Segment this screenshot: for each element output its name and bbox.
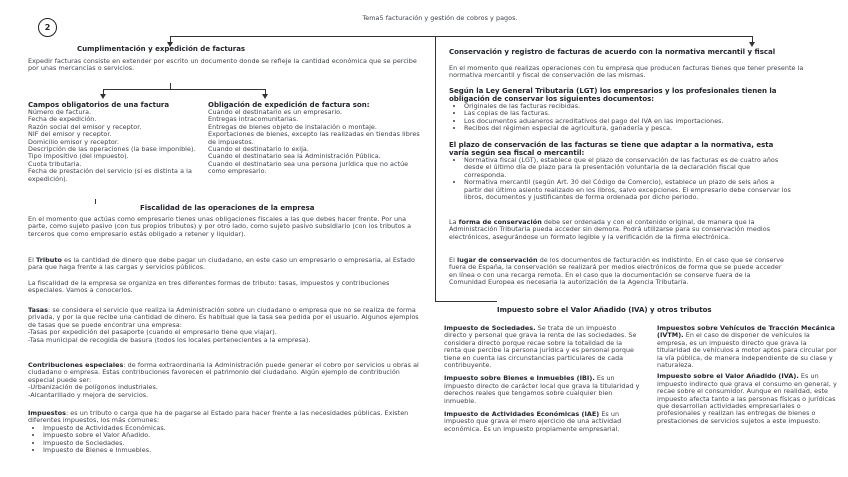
tax-text: Es un impuesto directo de carácter local que grava la titularidad y derechos reales que tengamos sobre cualquier bien inmueble. [444,374,640,405]
lgt-heading: Según la Ley General Tributaria (LGT) los empresarios y los profesionales tienen la obligación de conservar los siguientes documentos: [449,87,777,103]
tributo-pre: El [28,256,36,264]
list-item: Cuando el destinatario es un empresario. [208,108,343,116]
list-item: -Alcantarillado y mejora de servicios. [28,390,149,399]
obligacion-list [208,109,423,176]
list-item: • Normativa fiscal (LGT), establece que el plazo de conservación de las facturas es de cuatro años desde el último día de plazo para la presentación voluntaria de la declaración fiscal que corresponda. [464,157,794,179]
forma-term: forma de conservación [458,218,542,226]
list-item: -Urbanización de polígonos industriales. [28,383,158,392]
tax-term: Impuestos sobre Vehículos de Tracción Mecánica (IVTM). [657,324,835,340]
arrow-down-icon [262,94,268,99]
contrib-term: Contribuciones especiales [28,361,124,369]
connector-top [170,36,752,37]
tributo-paragraph [28,257,424,272]
connector-split-stem [170,83,171,89]
list-item: Exportaciones de bienes, excepto las realizadas en tiendas libres de impuestos. [208,130,420,146]
forma-text: debe ser ordenada y con el contenido original, de manera que la Administración Tributaria pueda acceder sin demora. Podrá utilizarse para su conservación medios electrónicos, asegurándose un formato legible y la verificación de la firma electrónica. [449,218,771,241]
forma-pre: La [449,218,459,226]
list-item: Cuando el destinatario sea la Administración Pública. [208,152,381,161]
impuestos-text: : es un tributo o carga que ha de pagarse al Estado para hacer frente a las necesidades públicas. Existen diferentes impuestos, los más comunes: [28,409,409,425]
list-item: • Los documentos aduaneros acreditativos del pago del IVA en las importaciones. [464,118,819,125]
tax-item [444,375,640,405]
list-item: -Tasa municipal de recogida de basura (todos los locales pertenecientes a la empresa). [28,335,311,344]
list-item: -Tasas por expedición del pasaporte (cuando el empresario tiene que viajar). [28,328,277,337]
fiscalidad-forms: La fiscalidad de la empresa se organiza en tres diferentes formas de tributo: tasas, impuestos y contribuciones especiales. Vamos a conocerlos. [28,279,390,295]
list-item: • Impuesto de Bienes e Inmuebles. [43,447,424,454]
cons-heading: Conservación y registro de facturas de acuerdo con la normativa mercantil y fiscal [449,48,776,56]
iva-col-2 [657,325,837,425]
campos-block [28,101,204,183]
forma-paragraph [449,219,789,241]
list-item: Cuota tributaria. [28,159,82,168]
list-item: • Impuesto de Actividades Económicas. [43,425,424,432]
tasas-term: Tasas [28,306,49,314]
list-item: Tipo impositivo (del impuesto). [28,152,129,161]
tributo-text: es la cantidad de dinero que debe pagar un ciudadano, en este caso un empresario o empresaria, al Estado para que haga frente a las cargas y servicios públicos. [28,256,415,272]
tasas-paragraph [28,307,424,344]
obligacion-block [208,101,423,176]
lgt-block [449,88,819,133]
list-item: Descripción de las operaciones (la base imponible). [28,145,196,154]
campos-list [28,109,204,183]
cons-intro: En el momento que realizas operaciones con tu empresa que producen facturas tienes que tener presente la normativa mercantil y fiscal de conservación de las mismas. [449,64,804,80]
impuestos-list [28,425,424,455]
arrow-down-icon [749,42,755,47]
tax-text: Es un impuesto indirecto que grava el consumo en general, y recae sobre el consumidor. Aunque en realidad, este impuesto afecta tanto a las personas físicas o jurídicas que desarrollan actividades empresariales o profesionales y realizan las entregas de bienes o prestaciones de servicios sujetos a este impuesto. [657,372,837,425]
list-item: • Las copias de las facturas. [464,110,819,117]
lugar-term: lugar de conservación [457,256,538,264]
list-item: • Recibos del régimen especial de agricultura, ganadería y pesca. [464,125,819,132]
lugar-pre: El [449,256,457,264]
plazo-heading: El plazo de conservación de las facturas se tiene que adaptar a la normativa, esta varía según sea fiscal o mercantil: [449,141,774,157]
contrib-paragraph [28,362,424,399]
page-badge: 2 [38,18,57,37]
connector-split [103,89,266,90]
page-title: Tema5 facturación y gestión de cobros y pagos. [362,14,518,22]
list-item: Fecha de expedición. [28,115,97,124]
fiscalidad-intro: En el momento que actúas como empresario tienes unas obligaciones fiscales a las que debes hacer frente. Por una parte, como sujeto pasivo (con tus propios tributos) y por otro lado, como sujeto pasivo subsidiario (con los tributos a terceros que como empresario estás obligado a retener y liquidar). [28,215,412,238]
list-item: • Normativa mercantil (según Art. 30 del Código de Comercio), establece un plazo de seis años a partir del último asiento realizado en los libros, salvo excepciones. El empresario debe conservar los libros, documentos y justificantes de forma ordenada por dicho periodo. [464,179,794,201]
list-item: Domicilio emisor y receptor. [28,137,120,146]
tax-term: Impuesto sobre el Valor Añadido (IVA). [657,372,799,381]
tax-term: Impuesto de Sociedades. [444,324,536,332]
tributo-term: Tributo [36,256,62,264]
impuestos-paragraph [28,410,424,454]
arrow-down-icon [100,94,106,99]
iva-col-1 [444,325,640,433]
list-item: Cuando el destinatario lo exija. [208,145,309,154]
tax-text: En el caso de disponer de vehículos la empresa, es un impuesto directo que grava la titularidad de vehículos a motor aptos para circular por la vía pública, de manera independiente de su clase y naturaleza. [657,331,837,370]
list-item: • Impuesto de Sociedades. [43,440,424,447]
tax-text: Se trata de un impuesto directo y personal que grava la renta de las sociedades. Se considera directo porque recae sobre la totalidad de la renta que percibe la persona jurídica y es personal porque tiene en cuenta las circunstancias particulares de cada contribuyente. [444,324,637,370]
plazo-list [449,157,794,201]
list-item: Número de factura. [28,108,92,116]
tasas-text: : se considera el servicio que realiza la Administración sobre un ciudadano o empresa que no se realiza de forma privada, y por la que recibe una cantidad de dinero. Es habitual que la tasa sea pedida por el usuario. Algunos ejemplos de tasas que se puede encontrar una empresa: [28,306,419,329]
contrib-text: : de forma extraordinaria la Administración puede generar el cobro por servicios u obras al ciudadano o empresa. Estas contribuciones favorecen el patrimonio del ciudadano. Algún ejemplo de contribución especial puede ser: [28,361,419,384]
plazo-block [449,142,794,201]
list-item: Entregas de bienes objeto de instalación o montaje. [208,122,377,131]
connector-campos-fiscal [95,199,96,204]
fiscalidad-heading: Fiscalidad de las operaciones de la empresa [140,204,315,212]
connector-iva-left [435,301,497,302]
obligacion-heading: Obligación de expedición de factura son: [208,101,370,109]
tax-item [444,325,640,369]
lgt-list [449,103,819,133]
cump-intro: Expedir facturas consiste en extender por escrito un documento donde se refleje la cantidad económica que se percibe por unas mercancías o servicios. [28,57,417,73]
tax-item [657,373,837,425]
list-item: Razón social del emisor y receptor. [28,122,142,131]
tax-text: Es un impuesto que grava el mero ejercicio de una actividad económica. Es un impuesto propiamente empresarial. [444,410,622,433]
tax-term: Impuesto sobre Bienes e Inmuebles (IBI). [444,374,595,383]
cump-heading: Cumplimentación y expedición de facturas [77,45,246,53]
connector-center-vertical [435,36,436,301]
list-item: Cuando el destinatario sea una persona jurídica que no actúe como empresario. [208,159,409,176]
tax-item [444,411,640,433]
list-item: Entregas intracomunitarias. [208,115,299,124]
lugar-paragraph [449,257,789,287]
tax-item [657,325,837,369]
list-item: • Originales de las facturas recibidas. [464,103,819,110]
iva-heading: Impuesto sobre el Valor Añadido (IVA) y otros tributos [497,306,712,314]
list-item: NIF del emisor y receptor. [28,130,112,139]
impuestos-term: Impuestos [28,409,66,417]
lugar-text: de los documentos de facturación es indistinto. En el caso que se conserve fuera de España, la conservación se realizará por medios electrónicos de forma que se puede acceder en línea o con una recarga remota. En el caso que la documentación se conserve fuera de la Comunidad Europea es necesaria la autorización de la Agencia Tributaria. [449,256,785,287]
tax-term: Impuesto de Actividades Económicas (IAE) [444,410,600,419]
campos-heading: Campos obligatorios de una factura [28,101,170,109]
list-item: • Impuesto sobre el Valor Añadido. [43,432,424,439]
list-item: Fecha de prestación del servicio (si es distinta a la expedición). [28,167,192,183]
